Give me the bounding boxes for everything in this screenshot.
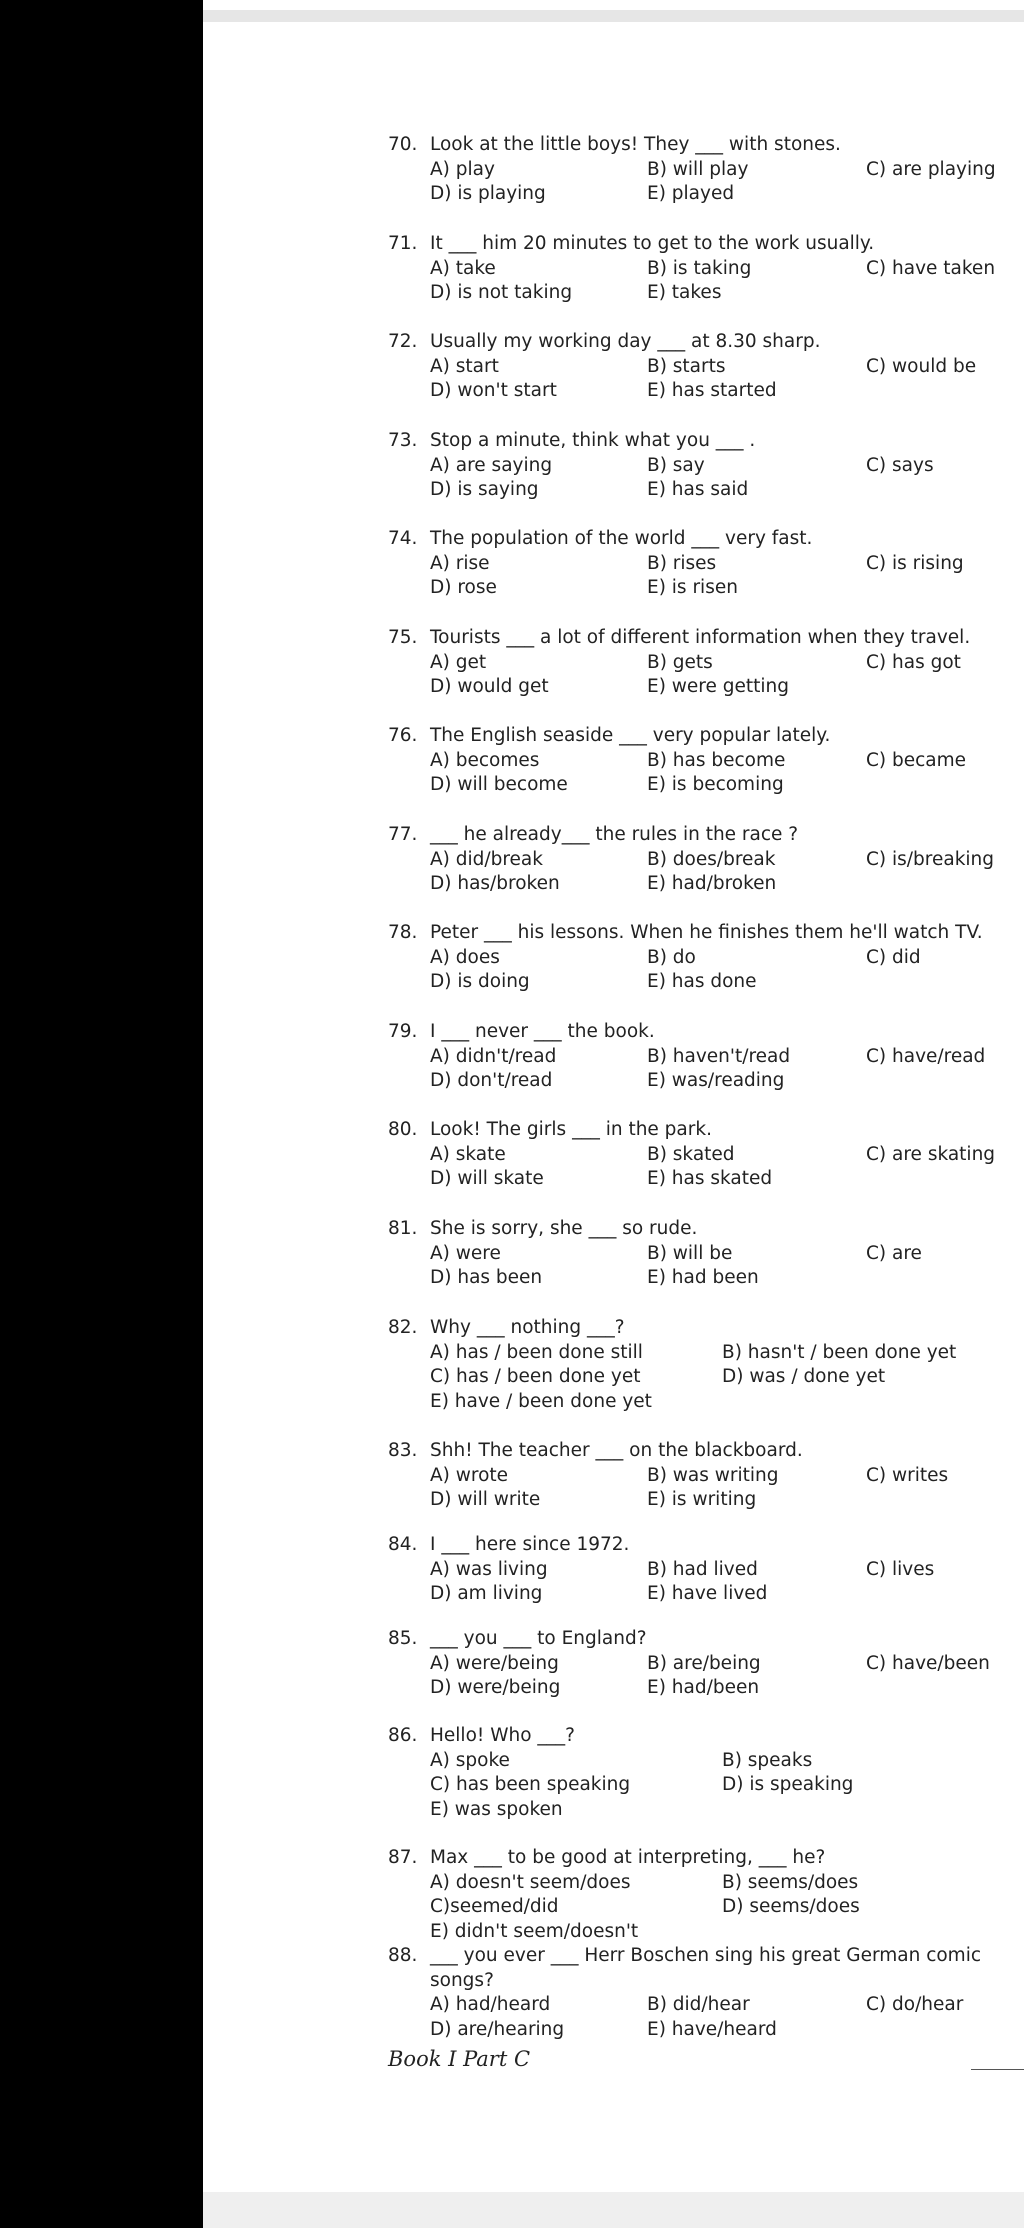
question-number: 85. xyxy=(388,1628,418,1649)
option-c: C) has / been done yet xyxy=(430,1366,641,1387)
question-text: ___ you ever ___ Herr Boschen sing his great German comic xyxy=(430,1945,982,1966)
option-d: D) rose xyxy=(430,577,497,598)
option-e: E) had been xyxy=(647,1267,759,1288)
question-text: Shh! The teacher ___ on the blackboard. xyxy=(430,1440,803,1461)
question-72 xyxy=(388,330,1024,404)
question-number: 70. xyxy=(388,134,418,155)
option-e: E) has started xyxy=(647,380,777,401)
option-b: B) did/hear xyxy=(647,1994,750,2015)
option-a: A) doesn't seem/does xyxy=(430,1871,631,1893)
option-c: C) says xyxy=(866,454,934,476)
question-number: 76. xyxy=(388,725,418,746)
option-e: E) takes xyxy=(647,282,722,303)
option-d: D) was / done yet xyxy=(722,1366,886,1387)
option-c: C)seemed/did xyxy=(430,1896,559,1917)
question-text: I ___ never ___ the book. xyxy=(430,1021,655,1042)
option-c: C) do/hear xyxy=(866,1994,964,2015)
option-b: B) haven't/read xyxy=(647,1045,791,1067)
option-c: C) has got xyxy=(866,651,961,673)
question-83 xyxy=(388,1439,1024,1513)
option-c: C) are xyxy=(866,1242,922,1264)
option-b: B) do xyxy=(647,946,696,968)
option-a: A) start xyxy=(430,355,499,377)
question-text: Why ___ nothing ___? xyxy=(430,1317,625,1338)
top-white-strip xyxy=(203,0,1024,10)
question-87 xyxy=(388,1846,1024,1944)
option-c: C) lives xyxy=(866,1558,935,1580)
option-a: A) were xyxy=(430,1242,501,1264)
option-b: B) starts xyxy=(647,355,726,377)
option-e: E) was spoken xyxy=(430,1798,563,1820)
option-d: D) is doing xyxy=(430,971,530,992)
option-d: D) is not taking xyxy=(430,282,573,303)
option-b: B) does/break xyxy=(647,848,776,870)
option-b: B) skated xyxy=(647,1143,735,1165)
option-b: B) will play xyxy=(647,158,749,180)
question-text: ___ he already___ the rules in the race ? xyxy=(430,824,799,845)
option-a: A) spoke xyxy=(430,1749,510,1771)
option-d: D) are/hearing xyxy=(430,2018,565,2040)
option-c: C) is rising xyxy=(866,552,964,574)
option-d: D) won't start xyxy=(430,380,557,401)
question-text: ___ you ___ to England? xyxy=(430,1628,647,1649)
option-d: D) has/broken xyxy=(430,873,560,894)
option-c: C) writes xyxy=(866,1464,949,1486)
option-e: E) is writing xyxy=(647,1489,757,1510)
option-a: A) rise xyxy=(430,552,490,574)
question-number: 81. xyxy=(388,1218,418,1239)
question-number: 78. xyxy=(388,922,418,943)
question-number: 72. xyxy=(388,331,418,352)
question-number: 80. xyxy=(388,1119,418,1140)
option-a: A) get xyxy=(430,651,487,673)
question-86 xyxy=(388,1724,1024,1822)
question-75 xyxy=(388,626,1024,700)
option-d: D) will become xyxy=(430,774,568,795)
option-e: E) didn't seem/doesn't xyxy=(430,1920,639,1942)
option-d: D) is playing xyxy=(430,183,546,204)
option-a: A) didn't/read xyxy=(430,1045,557,1067)
option-b: B) is taking xyxy=(647,257,752,279)
option-b: B) say xyxy=(647,454,705,476)
question-71 xyxy=(388,232,1024,306)
option-d: D) is speaking xyxy=(722,1774,854,1795)
question-text: The English seaside ___ very popular lately. xyxy=(430,725,831,746)
option-d: D) will skate xyxy=(430,1168,544,1189)
question-number: 84. xyxy=(388,1534,418,1555)
question-number: 73. xyxy=(388,430,418,451)
option-a: A) were/being xyxy=(430,1652,559,1674)
question-number: 82. xyxy=(388,1317,418,1338)
option-b: B) speaks xyxy=(722,1749,813,1771)
option-e: E) have/heard xyxy=(647,2018,777,2040)
option-e: E) played xyxy=(647,183,735,204)
option-b: B) are/being xyxy=(647,1652,761,1674)
question-79 xyxy=(388,1020,1024,1094)
option-d: D) has been xyxy=(430,1267,543,1288)
left-black-margin xyxy=(0,0,203,2228)
option-e: E) is risen xyxy=(647,577,738,598)
option-a: A) did/break xyxy=(430,848,543,870)
question-number: 88. xyxy=(388,1945,418,1966)
question-76 xyxy=(388,724,1024,798)
option-c: C) have taken xyxy=(866,257,996,279)
option-e: E) had/been xyxy=(647,1677,760,1698)
option-c: C) is/breaking xyxy=(866,848,995,870)
question-text: Max ___ to be good at interpreting, ___ he? xyxy=(430,1847,826,1868)
option-e: E) were getting xyxy=(647,676,790,697)
option-d: D) seems/does xyxy=(722,1896,860,1917)
question-number: 71. xyxy=(388,233,418,254)
question-81 xyxy=(388,1217,1024,1291)
option-d: D) will write xyxy=(430,1489,541,1510)
question-text: Look! The girls ___ in the park. xyxy=(430,1119,712,1140)
question-74 xyxy=(388,527,1024,601)
question-text: I ___ here since 1972. xyxy=(430,1534,630,1555)
footer-rule xyxy=(971,2069,1024,2070)
question-number: 86. xyxy=(388,1725,418,1746)
option-b: B) will be xyxy=(647,1242,733,1264)
question-number: 75. xyxy=(388,627,418,648)
question-70 xyxy=(388,133,1024,207)
option-c: C) are playing xyxy=(866,158,996,180)
option-e: E) had/broken xyxy=(647,873,777,894)
option-b: B) had lived xyxy=(647,1558,758,1580)
top-gray-band xyxy=(203,10,1024,22)
option-e: E) has done xyxy=(647,971,757,992)
option-d: D) is saying xyxy=(430,479,539,500)
question-text: Stop a minute, think what you ___ . xyxy=(430,430,756,451)
question-text: Hello! Who ___? xyxy=(430,1725,575,1746)
option-e: E) have lived xyxy=(647,1583,768,1604)
option-a: A) skate xyxy=(430,1143,506,1165)
option-c: C) have/been xyxy=(866,1652,990,1674)
option-e: E) was/reading xyxy=(647,1070,785,1091)
option-b: B) was writing xyxy=(647,1464,779,1486)
question-text: Look at the little boys! They ___ with stones. xyxy=(430,134,841,155)
option-a: A) becomes xyxy=(430,749,540,771)
option-e: E) has skated xyxy=(647,1168,773,1189)
option-a: A) has / been done still xyxy=(430,1341,643,1363)
option-c: C) are skating xyxy=(866,1143,996,1165)
option-a: A) wrote xyxy=(430,1464,509,1486)
bottom-gray-band xyxy=(203,2192,1024,2228)
question-88 xyxy=(388,1944,1024,2042)
question-text: She is sorry, she ___ so rude. xyxy=(430,1218,698,1239)
option-d: D) were/being xyxy=(430,1677,561,1698)
question-number: 77. xyxy=(388,824,418,845)
option-c: C) have/read xyxy=(866,1045,986,1067)
option-b: B) seems/does xyxy=(722,1871,859,1893)
option-a: A) had/heard xyxy=(430,1994,551,2015)
question-84 xyxy=(388,1533,1024,1607)
question-text: Usually my working day ___ at 8.30 sharp. xyxy=(430,331,821,352)
question-number: 74. xyxy=(388,528,418,549)
option-c: C) became xyxy=(866,749,967,771)
option-b: B) gets xyxy=(647,651,713,673)
option-c: C) has been speaking xyxy=(430,1774,631,1795)
option-a: A) play xyxy=(430,158,495,180)
question-77 xyxy=(388,823,1024,897)
option-e: E) is becoming xyxy=(647,774,784,795)
option-d: D) would get xyxy=(430,676,549,697)
option-a: A) does xyxy=(430,946,500,968)
option-a: A) was living xyxy=(430,1558,548,1580)
option-a: A) take xyxy=(430,257,496,279)
question-80 xyxy=(388,1118,1024,1192)
option-b: B) has become xyxy=(647,749,786,771)
question-number: 79. xyxy=(388,1021,418,1042)
question-number: 83. xyxy=(388,1440,418,1461)
option-c: C) did xyxy=(866,946,921,968)
option-c: C) would be xyxy=(866,355,977,377)
option-d: D) am living xyxy=(430,1583,543,1604)
option-d: D) don't/read xyxy=(430,1070,553,1091)
option-a: A) are saying xyxy=(430,454,553,476)
document-page xyxy=(203,22,1024,2192)
question-78 xyxy=(388,921,1024,995)
question-82 xyxy=(388,1316,1024,1414)
option-b: B) rises xyxy=(647,552,717,574)
question-text: Peter ___ his lessons. When he finishes them he'll watch TV. xyxy=(430,922,983,943)
question-text: The population of the world ___ very fast. xyxy=(430,528,813,549)
question-text-continued: songs? xyxy=(430,1969,494,1991)
question-73 xyxy=(388,429,1024,503)
page-footer: Book I Part C xyxy=(388,2047,531,2071)
question-85 xyxy=(388,1627,1024,1701)
option-e: E) have / been done yet xyxy=(430,1390,652,1412)
question-number: 87. xyxy=(388,1847,418,1868)
option-b: B) hasn't / been done yet xyxy=(722,1341,957,1363)
question-text: It ___ him 20 minutes to get to the work usually. xyxy=(430,233,875,254)
question-text: Tourists ___ a lot of different information when they travel. xyxy=(430,627,971,648)
option-e: E) has said xyxy=(647,479,749,500)
